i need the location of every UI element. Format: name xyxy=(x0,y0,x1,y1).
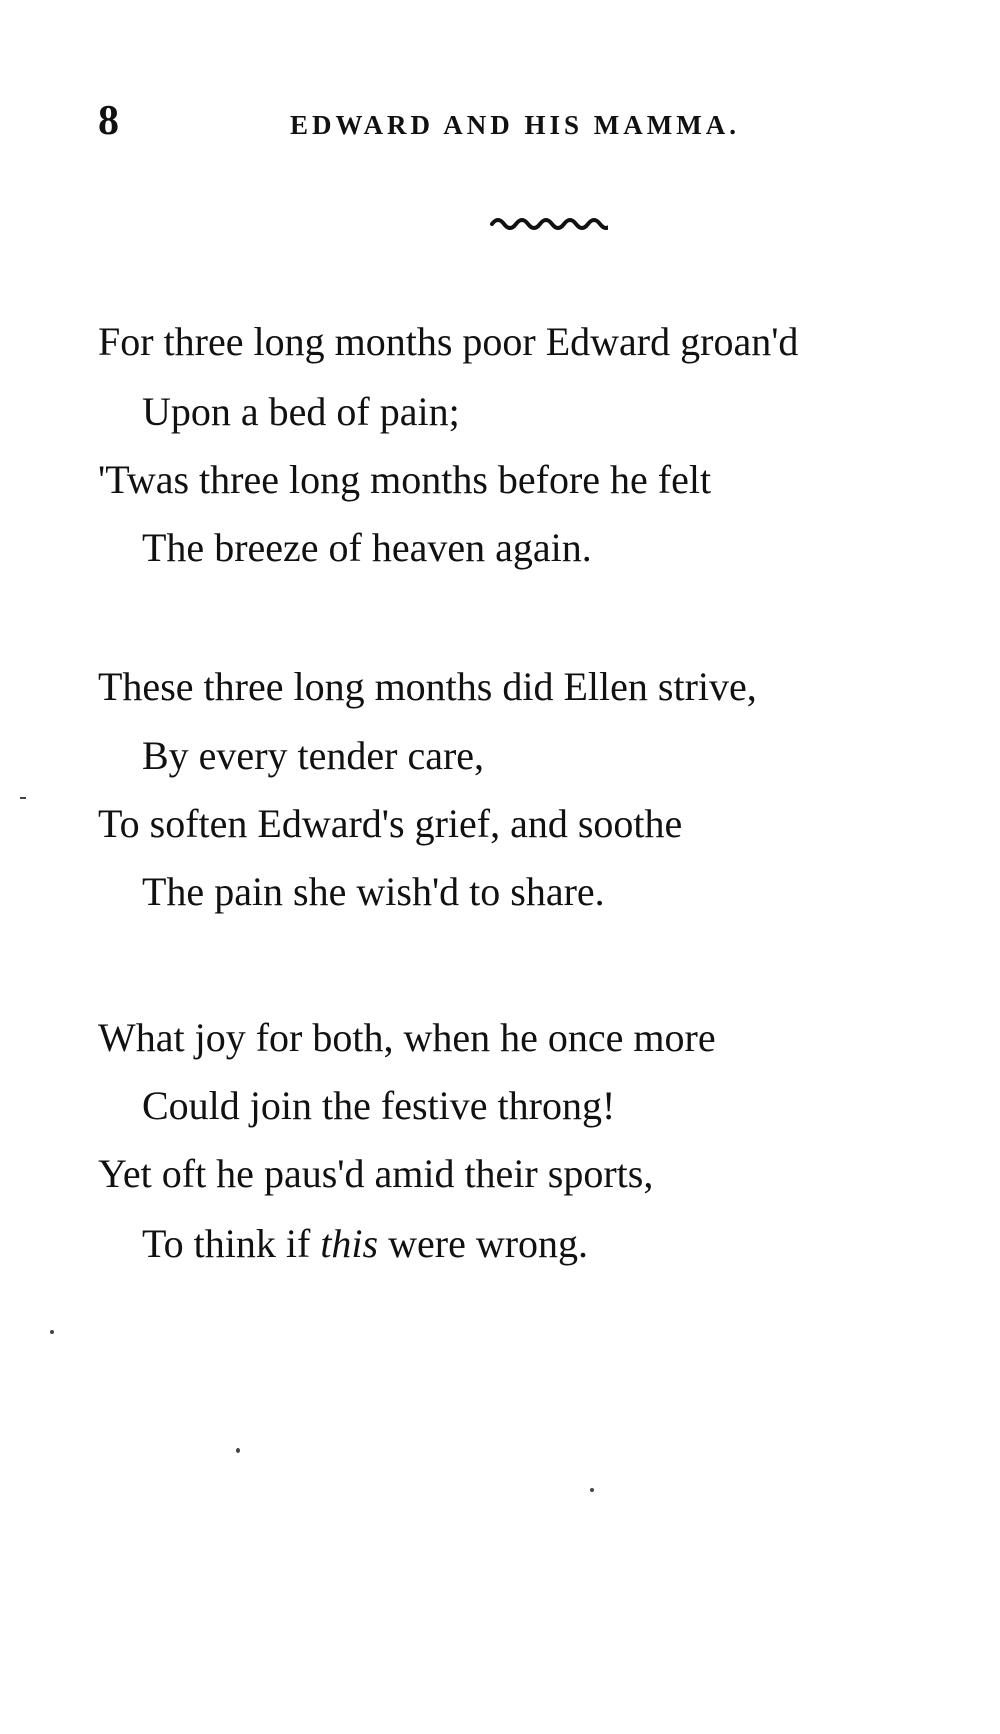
stanza-3-line-4-before: To think if xyxy=(142,1221,321,1266)
wavy-rule-ornament-icon xyxy=(490,216,608,232)
stanza-2-line-4: The pain she wish'd to share. xyxy=(142,869,605,914)
page-number: 8 xyxy=(98,98,119,144)
stanza-1-line-2: Upon a bed of pain; xyxy=(142,389,460,434)
scan-speck xyxy=(590,1488,594,1492)
stanza-1-line-4: The breeze of heaven again. xyxy=(142,525,592,570)
stanza-1-line-3: 'Twas three long months before he felt xyxy=(98,457,712,502)
stanza-3-line-1: What joy for both, when he once more xyxy=(98,1015,716,1060)
emphasized-word: this xyxy=(320,1221,379,1266)
stanza-3-line-4-after: were wrong. xyxy=(378,1221,589,1266)
stanza-3-line-4 xyxy=(142,1221,589,1266)
running-title: EDWARD AND HIS MAMMA. xyxy=(290,110,740,140)
stanza-2-line-1: These three long months did Ellen strive, xyxy=(98,664,757,709)
stanza-1-line-1: For three long months poor Edward groan'd xyxy=(98,319,799,364)
scan-speck xyxy=(50,1330,54,1334)
scan-speck xyxy=(236,1448,240,1453)
stanza-3-line-2: Could join the festive throng! xyxy=(142,1083,616,1128)
stanza-2-line-3: To soften Edward's grief, and soothe xyxy=(98,801,683,846)
stanza-3-line-3: Yet oft he paus'd amid their sports, xyxy=(98,1151,654,1196)
stanza-2-line-2: By every tender care, xyxy=(142,733,485,778)
scan-speck xyxy=(20,797,26,799)
